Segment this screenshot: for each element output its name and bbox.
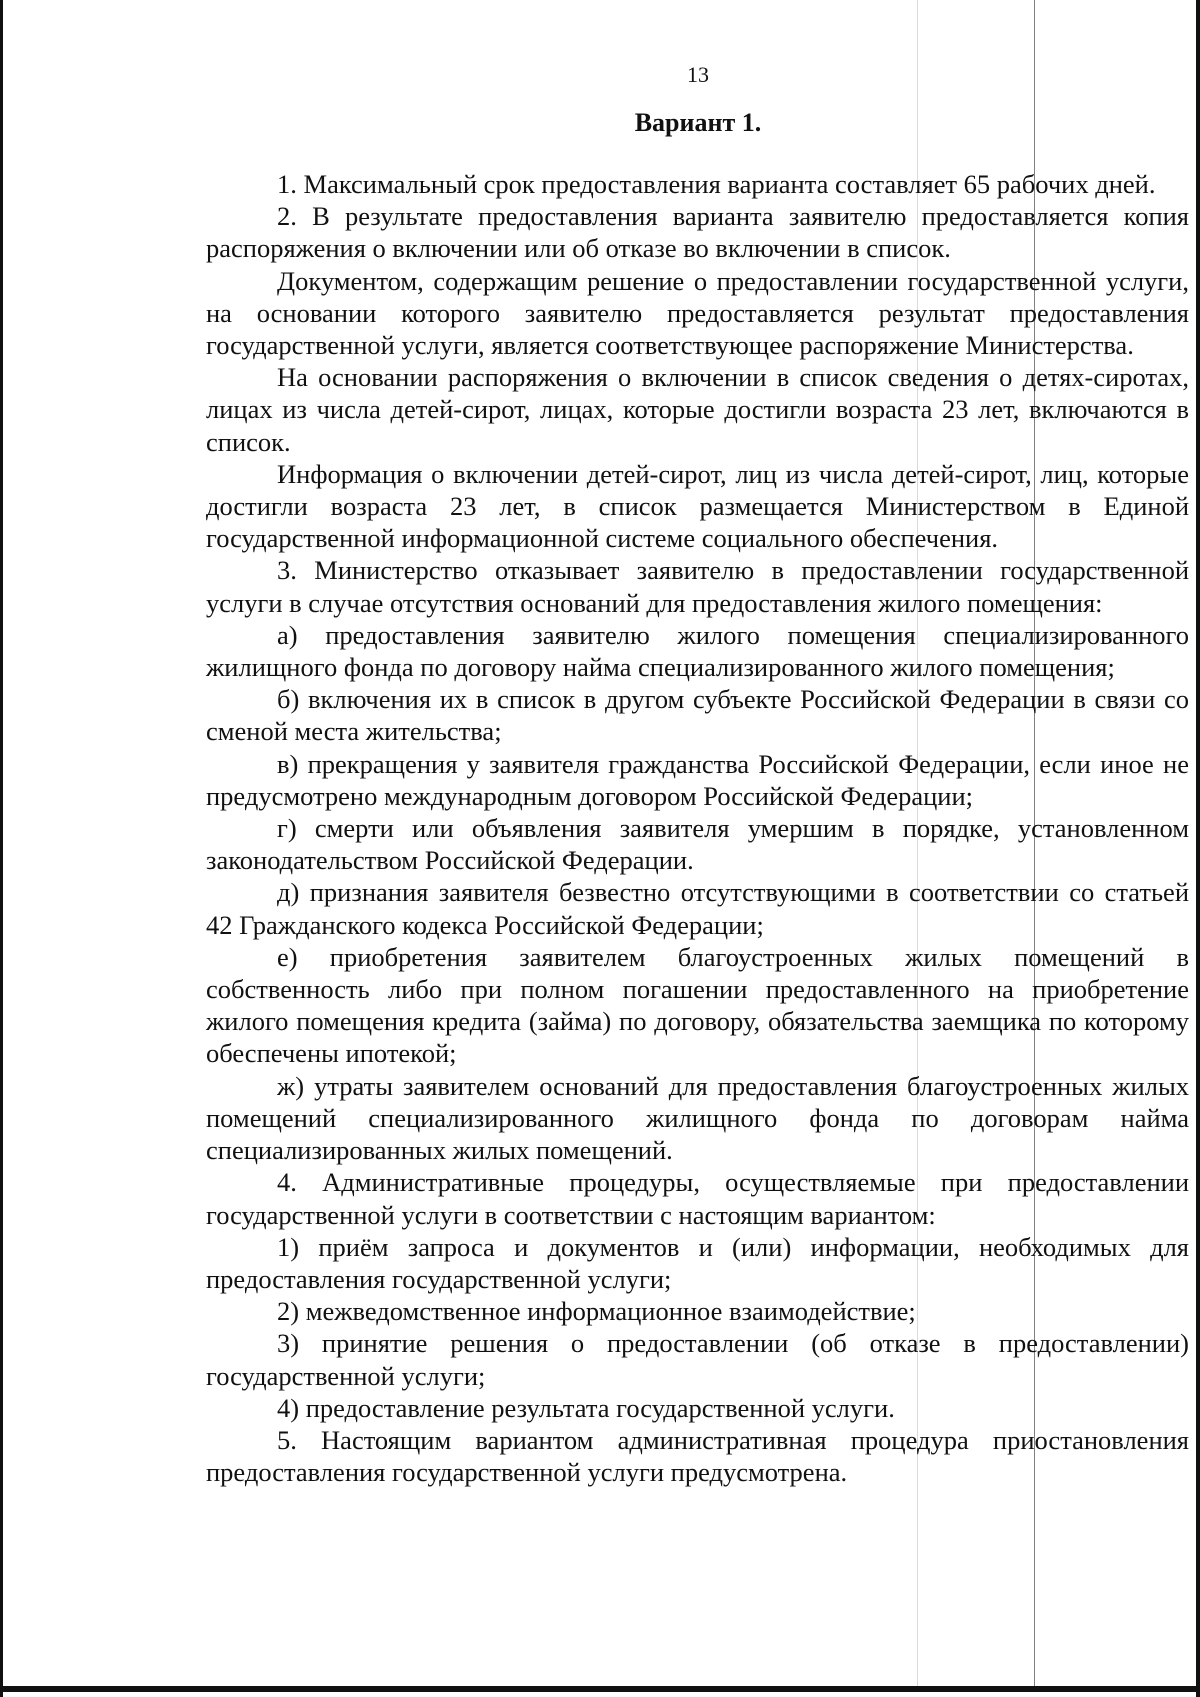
scan-left-edge: [0, 0, 3, 1697]
list-item-a: а) предоставления заявителю жилого помещения специализированного жилищного фонда по договору найма специализированного жилого помещения;: [206, 619, 1189, 683]
procedure-item-3: 3) принятие решения о предоставлении (об отказе в предоставлении) государственной услуги;: [206, 1328, 1189, 1391]
paragraph-inclusion-info: Информация о включении детей-сирот, лиц из числа детей-сирот, лиц, которые достигли возраста 23 лет, в список размещается Министерством в Единой государственной информационной системе социального обеспечения.: [206, 458, 1189, 554]
scan-bottom-edge: [0, 1686, 1200, 1692]
paragraph-inclusion-basis: На основании распоряжения о включении в список сведения о детях-сиротах, лицах из числа детей-сирот, лицах, которые достигли возраста 23 лет, включаются в список.: [206, 362, 1189, 457]
list-item-d: д) признания заявителя безвестно отсутствующими в соответствии со статьей 42 Гражданского кодекса Российской Федерации;: [206, 877, 1189, 940]
document-body: [206, 168, 1189, 1488]
list-item-e: е) приобретения заявителем благоустроенных жилых помещений в собственность либо при полном погашении предоставленного на приобретение жилого помещения кредита (займа) по договору, обязательства заемщика по которому обеспечены ипотекой;: [206, 941, 1189, 1069]
paragraph-max-term: 1. Максимальный срок предоставления варианта составляет 65 рабочих дней.: [277, 169, 1156, 199]
paragraph-result: 2. В результате предоставления варианта заявителю предоставляется копия распоряжения о включении или об отказе во включении в список.: [206, 201, 1189, 264]
paragraph-refusal-grounds: 3. Министерство отказывает заявителю в предоставлении государственной услуги в случае отсутствия оснований для предоставления жилого помещения:: [206, 555, 1189, 618]
list-item-b: б) включения их в список в другом субъекте Российской Федерации в связи со сменой места жительства;: [206, 684, 1189, 747]
scan-right-edge: [1196, 0, 1200, 1697]
procedure-item-1: 1) приём запроса и документов и (или) информации, необходимых для предоставления государственной услуги;: [206, 1231, 1189, 1294]
paragraph-procedures: 4. Административные процедуры, осуществляемые при предоставлении государственной услуги в соответствии с настоящим вариантом:: [206, 1167, 1189, 1230]
page-number: 13: [687, 62, 709, 87]
list-item-g: г) смерти или объявления заявителя умершим в порядке, установленном законодательством Российской Федерации.: [206, 813, 1189, 876]
list-item-v: в) прекращения у заявителя гражданства Российской Федерации, если иное не предусмотрено международным договором Российской Федерации;: [206, 748, 1189, 811]
procedure-item-2: 2) межведомственное информационное взаимодействие;: [277, 1296, 916, 1327]
procedure-item-4: 4) предоставление результата государственной услуги.: [277, 1392, 895, 1423]
paragraph-decision-document: Документом, содержащим решение о предоставлении государственной услуги, на основании которого заявителю предоставляется результат предоставления государственной услуги, является соответствующее распоряжение Министерства.: [206, 265, 1189, 361]
list-item-zh: ж) утраты заявителем оснований для предоставления благоустроенных жилых помещений специализированного жилищного фонда по договорам найма специализированных жилых помещений.: [206, 1070, 1189, 1166]
paragraph-suspension: 5. Настоящим вариантом административная процедура приостановления предоставления государственной услуги предусмотрена.: [206, 1424, 1189, 1488]
variant-title: Вариант 1.: [634, 108, 762, 137]
